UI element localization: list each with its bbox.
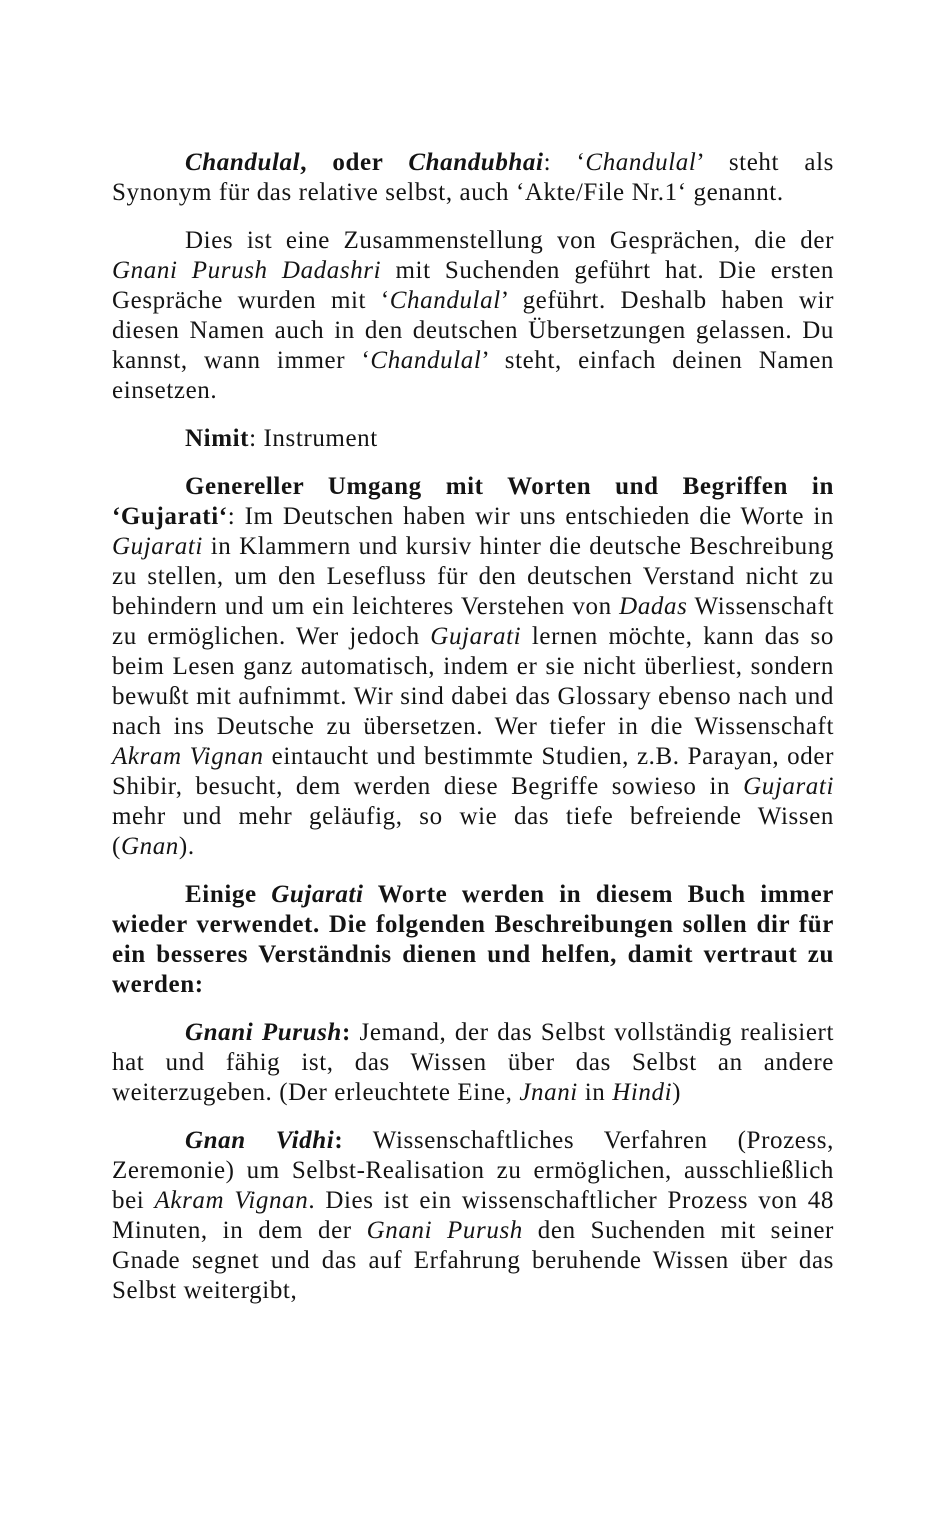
- italic-term: Gnani Purush: [366, 1217, 523, 1244]
- paragraph-einige: [112, 880, 834, 1000]
- emphasis-text: Gujarati: [271, 881, 364, 908]
- italic-term: Jnani: [519, 1079, 578, 1106]
- bold-text: Nimit: [185, 425, 250, 452]
- text-run: mehr und mehr geläufig, so wie das tiefe befreiende Wissen (: [112, 803, 834, 860]
- text-run: ): [672, 1079, 682, 1106]
- text-run: ’ geführt. Deshalb haben wir diesen Namen auch in den deutschen Übersetzungen gelassen. Du kannst, wann immer ‘: [112, 287, 834, 374]
- italic-term: Akram Vignan: [154, 1187, 309, 1214]
- bold-italic-term: [408, 149, 543, 176]
- text-run: . Dies ist ein wissenschaftlicher Prozess von 48 Minuten, in dem der: [112, 1187, 834, 1244]
- bold-text: Worte werden in diesem Buch immer wieder verwendet. Die folgenden Beschreibungen sollen dir für ein besseres Verständnis dienen und helfen, damit vertraut zu werden:: [112, 881, 834, 998]
- paragraph-gnan-vidhi: [112, 1126, 834, 1306]
- bold-text: , oder: [300, 149, 409, 176]
- text-run: in: [577, 1079, 613, 1106]
- paragraph-nimit: [112, 424, 834, 454]
- text-run: Jemand, der das Selbst vollständig realisiert hat und fähig ist, das Wissen über das Selbst an andere weiterzugeben. (Der erleuchtete Eine,: [112, 1019, 834, 1106]
- emphasis-text: Chandulal: [185, 149, 301, 176]
- text-run: : Im Deutschen haben wir uns entschieden die Worte in: [227, 503, 834, 530]
- italic-term: Gnan: [120, 833, 179, 860]
- text-run: Wissenschaft zu ermöglichen. Wer jedoch: [112, 593, 834, 650]
- bold-italic-term: [185, 1127, 334, 1154]
- italic-term: Gnani Purush Dadashri: [112, 257, 382, 284]
- italic-term: Gujarati: [112, 533, 203, 560]
- italic-term: Chandulal: [389, 287, 501, 314]
- text-run: ).: [178, 833, 195, 860]
- bold-italic-term: [185, 1019, 342, 1046]
- bold-text: Genereller Umgang mit Worten und Begriffen in ‘Gujarati‘: [112, 473, 834, 530]
- italic-term: Gujarati: [430, 623, 522, 650]
- text-run: : ‘: [543, 149, 586, 176]
- bold-italic-term: [185, 149, 300, 176]
- bold-text: :: [341, 1019, 351, 1046]
- text-run: mit Suchenden geführt hat. Die ersten Gespräche wurden mit ‘: [112, 257, 834, 314]
- text-run: ’ steht, einfach deinen Namen einsetzen.: [112, 347, 834, 404]
- text-run: Wissenschaftliches Verfahren (Prozess, Zeremonie) um Selbst-Realisation zu ermöglichen, ausschließlich bei: [112, 1127, 834, 1214]
- text-run: lernen möchte, kann das so beim Lesen ganz automatisch, indem er sie nicht überliest, sondern bewußt mit aufnimmt. Wir sind dabei das Glossary ebenso nach und nach ins Deutsche zu übersetzen. Wer tiefer in die Wissenschaft: [112, 623, 834, 740]
- italic-term: Akram Vignan: [112, 743, 264, 770]
- bold-text: :: [334, 1127, 344, 1154]
- paragraph-chandulal: [112, 148, 834, 208]
- text-run: Dies ist eine Zusammenstellung von Gesprächen, die der: [185, 227, 834, 254]
- italic-term: Dadas: [619, 593, 688, 620]
- paragraph-gnani-purush: [112, 1018, 834, 1108]
- emphasis-text: Gnani Purush: [185, 1019, 342, 1046]
- italic-term: Chandulal: [585, 149, 697, 176]
- emphasis-text: Gnan Vidhi: [185, 1127, 335, 1154]
- paragraph-umgang: [112, 472, 834, 862]
- text-run: : Instrument: [249, 425, 378, 452]
- text-run: eintaucht und bestimmte Studien, z.B. Parayan, oder Shibir, besucht, dem werden diese Begriffe sowieso in: [112, 743, 835, 800]
- italic-term: Gujarati: [743, 773, 834, 800]
- italic-term: Chandulal: [370, 347, 482, 374]
- bold-text: Einige: [185, 881, 272, 908]
- bold-italic-term: [271, 881, 363, 908]
- paragraph-zusammenstellung: [112, 226, 834, 406]
- italic-term: Hindi: [612, 1079, 673, 1106]
- text-run: den Suchenden mit seiner Gnade segnet und das auf Erfahrung beruhende Wissen über das Selbst weitergibt,: [112, 1217, 834, 1304]
- text-run: in Klammern und kursiv hinter die deutsche Beschreibung zu stellen, um den Lesefluss für den deutschen Verstand nicht zu behindern und um ein leichteres Verstehen von: [112, 533, 834, 620]
- document-page: [112, 148, 834, 1306]
- emphasis-text: Chandubhai: [408, 149, 544, 176]
- text-run: ’ steht als Synonym für das relative selbst, auch ‘Akte/File Nr.1‘ genannt.: [112, 149, 834, 206]
